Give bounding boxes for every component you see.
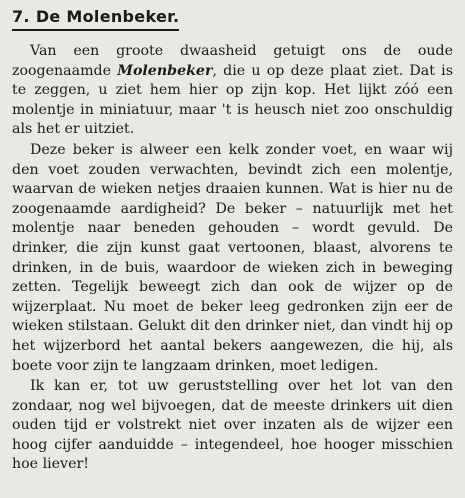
paragraph-1-rest: , die u op deze plaat ziet. Dat is te zeggen, u ziet hem hier op zijn kop. Het lijkt zóó een molentje in miniatuur, maar 't is heusch niet zoo onschuldig als het er uitziet.: [12, 62, 453, 138]
section-number: 7.: [12, 7, 30, 26]
section-title: De Molenbeker.: [35, 7, 180, 26]
body-text: [12, 42, 453, 475]
paragraph-3: Ik kan er, tot uw geruststelling over het lot van den zondaar, nog wel bijvoegen, dat de meeste drinkers uit dien ouden tijd er volstrekt niet over inzaten als de wijzer een hoog cijfer aanduidde – integendeel, hoe hooger misschien hoe liever!: [12, 378, 453, 473]
paragraph-2: Deze beker is alweer een kelk zonder voet, en waar wij den voet zouden verwachten, bevindt zich een molentje, waarvan de wieken netjes draaien kunnen. Wat is hier nu de zoogenaamde aardigheid? De beker – natuurlijk met het molentje naar beneden gehouden – wordt gevuld. De drinker, die zijn kunst gaat vertoonen, blaast, alvorens te drinken, in de buis, waardoor de wieken zich in beweging zetten. Tegelijk beweegt zich dan ook de wijzer op de wijzerplaat. Nu moet de beker leeg gedronken zijn eer de wieken stilstaan. Gelukt dit den drinker niet, dan vindt hij op het wijzerbord het aantal bekers aangewezen, die hij, als boete voor zijn te langzaam drinken, moet ledigen.: [12, 141, 453, 374]
molenbeker-term: Molenbeker: [117, 62, 213, 79]
paragraph-1-start: Van een groote dwaasheid getuigt ons de oude zoogenaamde: [12, 43, 453, 79]
paragraph-1: [12, 42, 453, 140]
section-heading: [12, 6, 179, 31]
